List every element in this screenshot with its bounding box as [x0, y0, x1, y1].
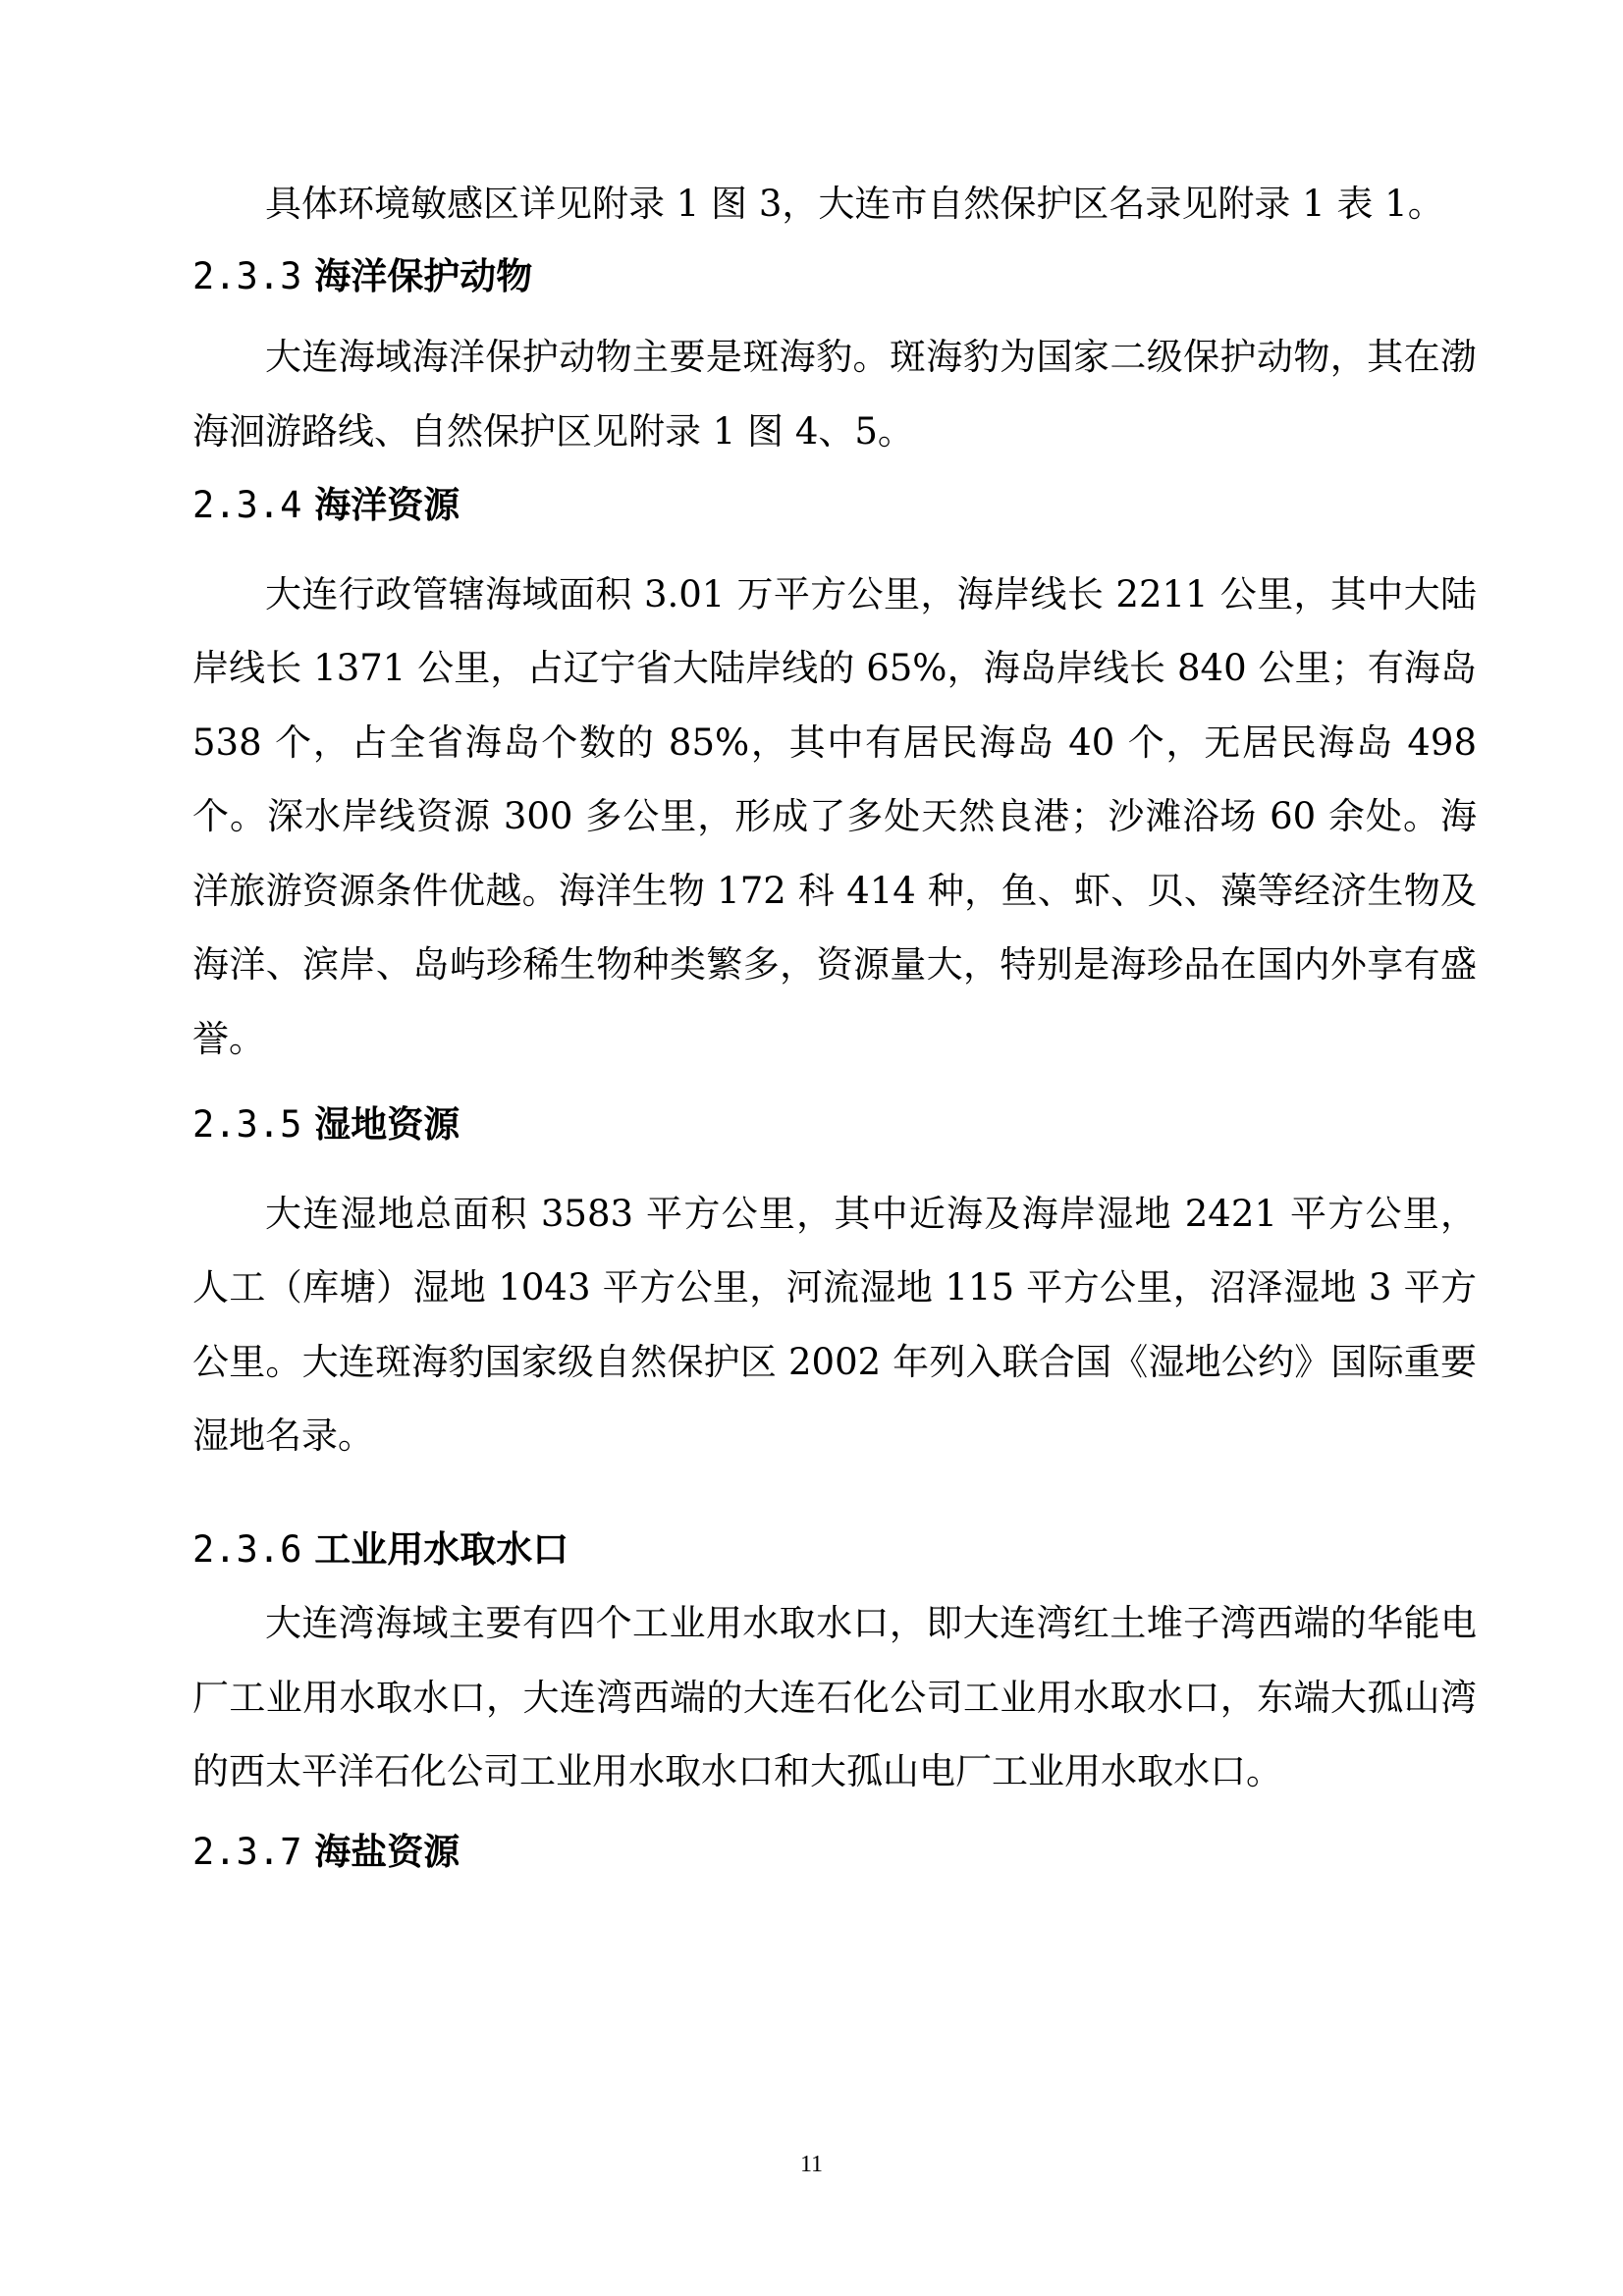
heading-2-3-3 — [192, 240, 1477, 314]
document-page — [192, 167, 1477, 1889]
heading-number: 2.3.4 — [192, 484, 302, 526]
heading-title: 工业用水取水口 — [314, 1527, 569, 1571]
heading-title: 海盐资源 — [314, 1830, 460, 1873]
heading-title: 湿地资源 — [314, 1103, 460, 1146]
paragraph-industrial-water-intakes: 大连湾海域主要有四个工业用水取水口，即大连湾红土堆子湾西端的华能电厂工业用水取水口，大连湾西端的大连石化公司工业用水取水口，东端大孤山湾的西太平洋石化公司工业用水取水口和大孤山电厂工业用水取水口。 — [192, 1602, 1477, 1792]
paragraph-wetland-resources: 大连湿地总面积 3583 平方公里，其中近海及海岸湿地 2421 平方公里，人工（库塘）湿地 1043 平方公里，河流湿地 115 平方公里，沼泽湿地 3 平方公里。大连斑海豹国家级自然保护区 2002 年列入联合国《湿地公约》国际重要湿地名录。 — [192, 1192, 1477, 1457]
heading-title: 海洋保护动物 — [314, 254, 533, 297]
heading-number: 2.3.5 — [192, 1103, 302, 1146]
heading-number: 2.3.7 — [192, 1830, 302, 1873]
heading-2-3-4 — [192, 468, 1477, 543]
heading-2-3-6 — [192, 1513, 1477, 1587]
heading-2-3-7 — [192, 1815, 1477, 1890]
paragraph-marine-resources: 大连行政管辖海域面积 3.01 万平方公里，海岸线长 2211 公里，其中大陆岸线长 1371 公里，占辽宁省大陆岸线的 65%，海岛岸线长 840 公里；有海岛 538 个，占全省海岛个数的 85%，其中有居民海岛 40 个，无居民海岛 498 个。深水岸线资源 300 多公里，形成了多处天然良港；沙滩浴场 60 余处。海洋旅游资源条件优越。海洋生物 172 科 414 种，鱼、虾、贝、藻等经济生物及海洋、滨岸、岛屿珍稀生物种类繁多，资源量大，特别是海珍品在国内外享有盛誉。 — [192, 572, 1477, 1060]
paragraph-intro: 具体环境敏感区详见附录 1 图 3，大连市自然保护区名录见附录 1 表 1。 — [265, 183, 1444, 225]
heading-number: 2.3.3 — [192, 254, 302, 297]
paragraph-marine-protected-animals: 大连海域海洋保护动物主要是斑海豹。斑海豹为国家二级保护动物，其在渤海洄游路线、自然保护区见附录 1 图 4、5。 — [192, 336, 1477, 453]
heading-title: 海洋资源 — [314, 484, 460, 526]
heading-number: 2.3.6 — [192, 1527, 302, 1571]
heading-2-3-5 — [192, 1088, 1477, 1162]
page-number: 11 — [799, 2152, 824, 2177]
